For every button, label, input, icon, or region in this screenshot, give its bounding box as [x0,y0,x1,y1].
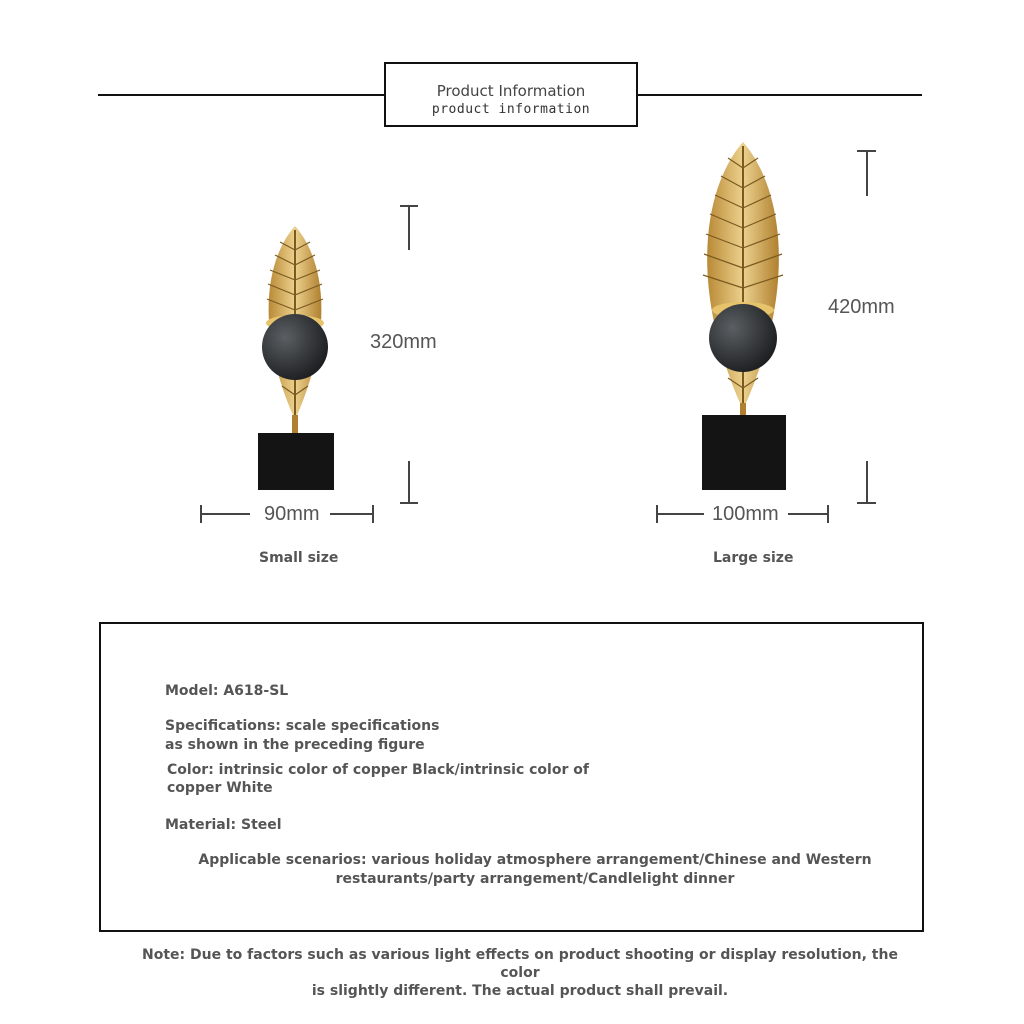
large-height-cap-top [857,150,876,152]
disclaimer-note [120,946,920,1000]
header-title: Product Information [436,82,586,100]
small-height-cap-bottom [400,502,418,504]
small-height-label: 320mm [370,331,437,353]
note-line-1: Note: Due to factors such as various light effects on product shooting or display resolution, the color [142,947,898,981]
small-height-bar-bottom [408,461,410,503]
large-lamp-base [702,415,786,490]
small-size-label: Small size [259,550,339,566]
color-line-1: Color: intrinsic color of copper Black/intrinsic color of [167,762,589,778]
large-width-bar-right [788,513,828,515]
large-width-label: 100mm [712,503,779,525]
note-line-2: is slightly different. The actual product shall prevail. [311,983,729,999]
large-width-bar-left [656,513,704,515]
small-width-cap-right [372,505,374,523]
model-text: Model: A618-SL [165,683,289,699]
small-height-cap-top [400,205,418,207]
large-size-label: Large size [713,550,794,566]
large-height-bar-bottom [866,461,868,503]
scenarios-line-1: Applicable scenarios: various holiday atmosphere arrangement/Chinese and Western [198,852,872,868]
large-candle-sphere [709,304,777,372]
large-height-label: 420mm [828,296,895,318]
header-subtitle: product information [431,102,591,117]
header-rule-right [636,94,922,96]
small-candle-sphere [262,314,328,380]
small-width-bar-left [200,513,250,515]
header-rule-left [98,94,385,96]
small-lamp-image [240,220,350,495]
small-width-label: 90mm [264,503,320,525]
small-height-bar-top [408,205,410,250]
small-lamp-base [258,433,334,490]
large-width-cap-right [827,505,829,523]
small-width-bar-right [330,513,372,515]
material-text: Material: Steel [165,817,282,833]
large-lamp-image [688,138,798,493]
large-height-cap-bottom [857,502,876,504]
color-line-2: copper White [167,780,273,796]
scenarios-line-2: restaurants/party arrangement/Candlelight dinner [335,871,735,887]
specifications-line-1: Specifications: scale specifications [165,718,440,734]
large-height-bar-top [866,150,868,196]
specifications-line-2: as shown in the preceding figure [165,737,425,753]
header-box [384,62,638,127]
